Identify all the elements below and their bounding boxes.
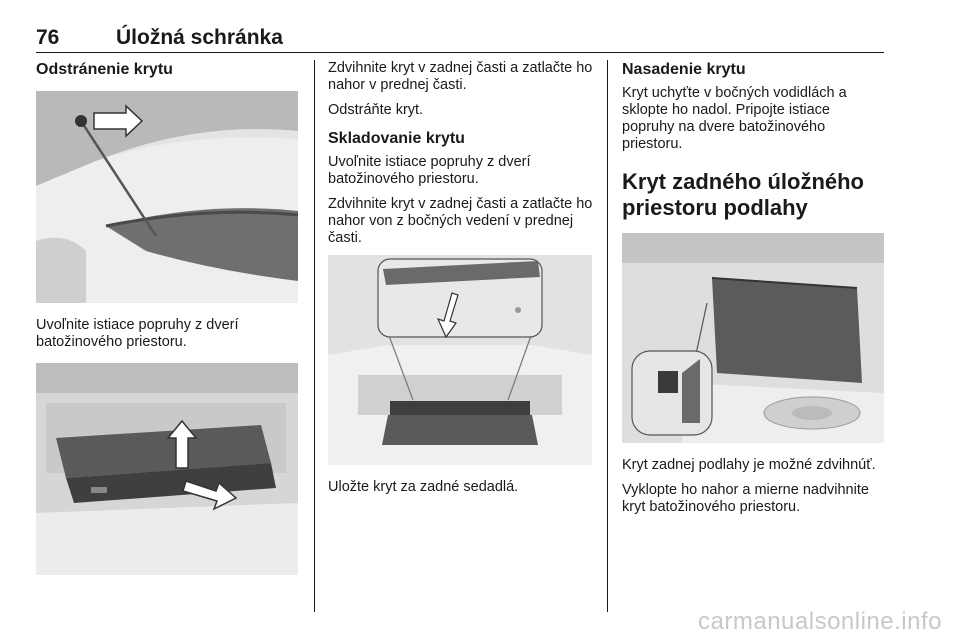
- instruction-text: Odstráňte kryt.: [328, 102, 424, 118]
- instruction-text: Uvoľnite istiace popruhy z dverí batožinového priestoru.: [328, 154, 531, 187]
- column-divider: [314, 60, 315, 612]
- section-heading-installation: Nasadenie krytu: [622, 61, 746, 78]
- column-3: [622, 60, 886, 524]
- column-divider: [607, 60, 608, 612]
- instruction-text: Kryt zadnej podlahy je možné zdvihnúť.: [622, 457, 876, 473]
- figure-cover-lift: [36, 363, 298, 575]
- section-heading-storage: Skladovanie krytu: [328, 130, 465, 147]
- chapter-title: Úložná schránka: [116, 26, 283, 49]
- instruction-text: Zdvihnite kryt v zadnej časti a zatlačte ho nahor von z bočných vedení v prednej časti.: [328, 196, 593, 246]
- page-header: [36, 26, 884, 53]
- section-heading-removal: Odstránenie krytu: [36, 61, 173, 78]
- instruction-text: Kryt uchyťte v bočných vodidlách a sklopte ho nadol. Pripojte istiace popruhy na dvere batožinového priestoru.: [622, 85, 847, 152]
- figure-cover-storage: [328, 255, 592, 465]
- figure-floor-cover: [622, 233, 884, 443]
- instruction-text: Uložte kryt za zadné sedadlá.: [328, 479, 519, 495]
- watermark: carmanualsonline.info: [698, 608, 942, 635]
- column-1: [36, 60, 298, 575]
- section-title-floor-cover: Kryt zadného úložného priestoru podlahy: [622, 169, 864, 220]
- page-number: 76: [36, 26, 60, 49]
- instruction-text: Vyklopte ho nahor a mierne nadvihnite kryt batožinového priestoru.: [622, 482, 869, 515]
- figure-tailgate-strap: [36, 91, 298, 303]
- instruction-text: Uvoľnite istiace popruhy z dverí batožinového priestoru.: [36, 317, 239, 350]
- column-2: [328, 60, 594, 504]
- instruction-text: Zdvihnite kryt v zadnej časti a zatlačte ho nahor v prednej časti.: [328, 60, 593, 93]
